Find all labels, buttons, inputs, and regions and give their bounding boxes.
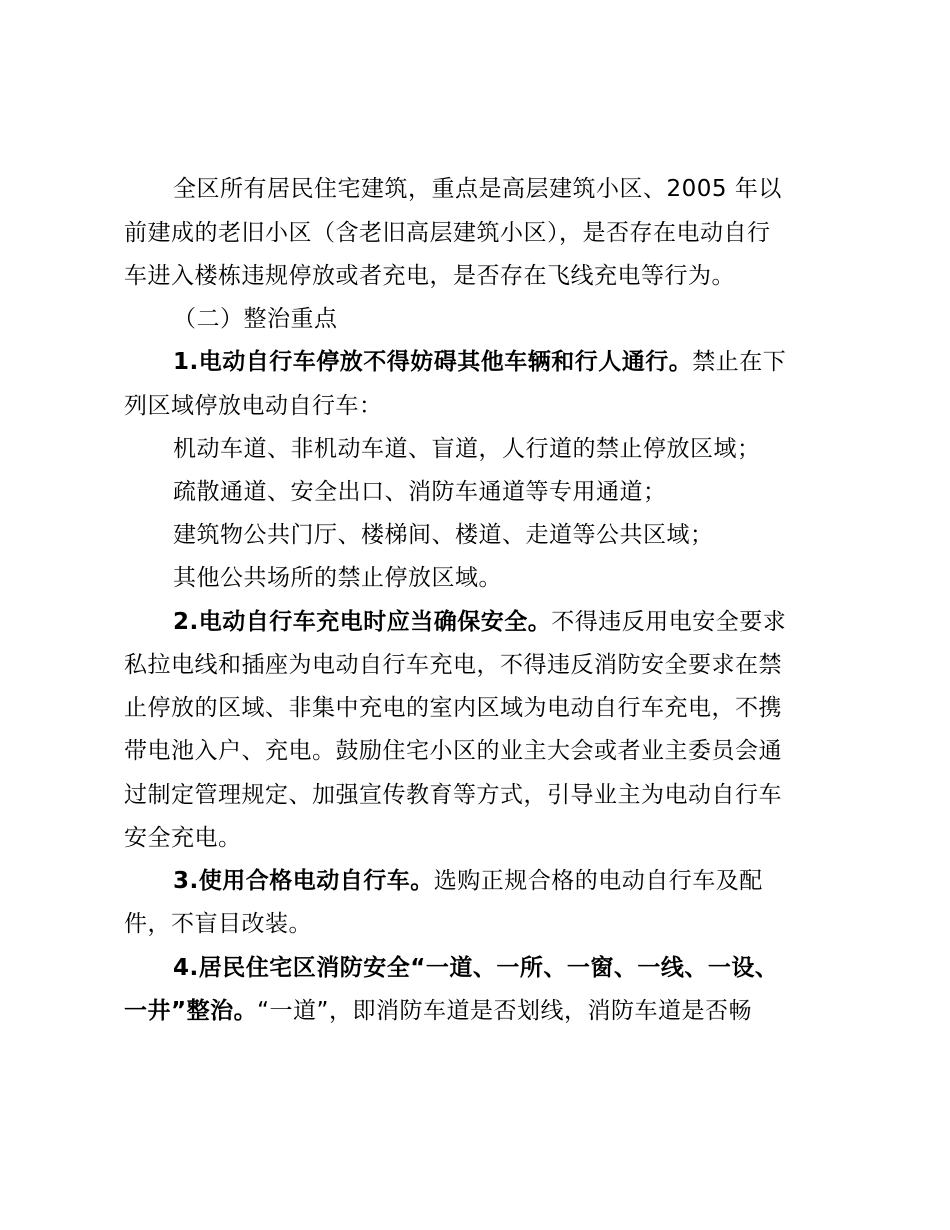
text-line xyxy=(173,563,502,593)
text-run: 私拉电线和插座为电动自行车充电，不得违反消防安全要求在禁 xyxy=(124,652,782,678)
text-run: 带电池入户、充电。鼓励住宅小区的业主大会或者业主委员会通 xyxy=(124,738,782,764)
text-line xyxy=(173,520,714,550)
text-line xyxy=(173,607,786,637)
text-run: 过制定管理规定、加强宣传教育等方式，引导业主为电动自行车 xyxy=(124,782,782,808)
item-heading: 1.电动自行车停放不得妨碍其他车辆和行人通行。 xyxy=(173,349,693,375)
text-run: 其他公共场所的禁止停放区域。 xyxy=(173,565,502,591)
text-run: “一道”，即消防车道是否划线，消防车道是否畅 xyxy=(257,998,752,1024)
text-run: 安全充电。 xyxy=(124,825,242,851)
text-run: 疏散通道、安全出口、消防车通道等专用通道； xyxy=(173,479,667,505)
text-line xyxy=(124,909,312,939)
text-line xyxy=(124,650,782,680)
text-line xyxy=(173,434,761,464)
text-line xyxy=(173,174,782,204)
text-run: 前建成的老旧小区（含老旧高层建筑小区），是否存在电动自行 xyxy=(124,220,771,246)
text-run: 全区所有居民住宅建筑，重点是高层建筑小区、2005 年以 xyxy=(173,176,782,202)
text-line xyxy=(124,823,242,853)
text-line xyxy=(173,953,778,983)
item-heading: 4.居民住宅区消防安全“一道、一所、一窗、一线、一设、 xyxy=(173,955,779,981)
text-run: 件，不盲目改装。 xyxy=(124,911,312,937)
text-line xyxy=(124,996,752,1026)
text-run: 列区域停放电动自行车： xyxy=(124,393,383,419)
text-run: （二）整治重点 xyxy=(173,306,338,332)
section-heading xyxy=(173,304,338,334)
text-run: 建筑物公共门厅、楼梯间、楼道、走道等公共区域； xyxy=(173,522,714,548)
text-line xyxy=(124,693,782,723)
item-heading: 3.使用合格电动自行车。 xyxy=(173,868,434,894)
text-line xyxy=(173,347,786,377)
item-heading: 2.电动自行车充电时应当确保安全。 xyxy=(173,609,552,635)
text-line xyxy=(124,391,383,421)
text-run: 选购正规合格的电动自行车及配 xyxy=(433,868,763,894)
text-line xyxy=(124,218,771,248)
text-run: 不得违反用电安全要求 xyxy=(551,609,787,635)
item-heading: 一井”整治。 xyxy=(124,998,258,1024)
text-line xyxy=(124,780,782,810)
text-run: 禁止在下 xyxy=(692,349,787,375)
text-run: 止停放的区域、非集中充电的室内区域为电动自行车充电，不携 xyxy=(124,695,782,721)
text-run: 车进入楼栋违规停放或者充电，是否存在飞线充电等行为。 xyxy=(124,263,735,289)
text-line xyxy=(173,866,763,896)
text-line xyxy=(173,477,667,507)
text-line xyxy=(124,261,735,291)
text-run: 机动车道、非机动车道、盲道，人行道的禁止停放区域； xyxy=(173,436,761,462)
text-line xyxy=(124,736,782,766)
